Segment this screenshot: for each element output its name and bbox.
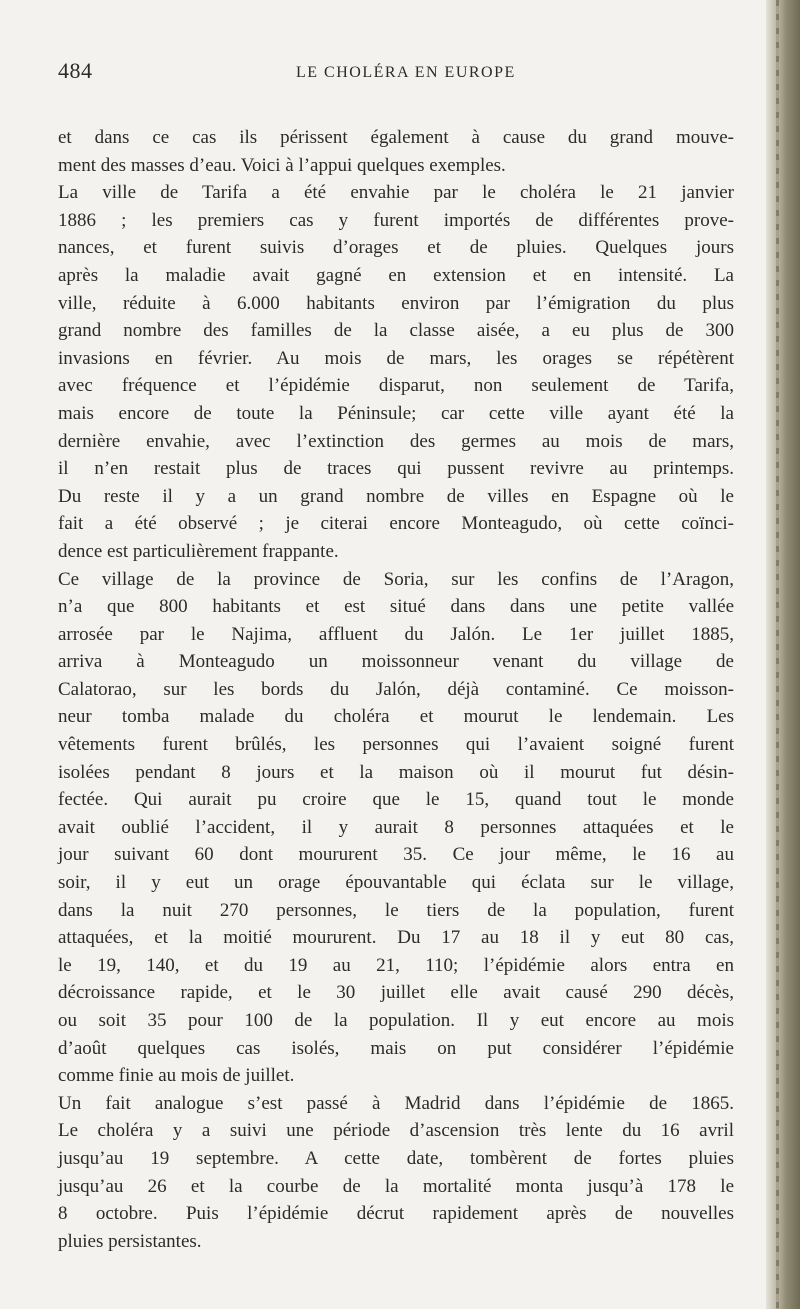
text-line: jusqu’au 19 septembre. A cette date, tombèrent de fortes pluies [58, 1147, 734, 1169]
text-line: arrosée par le Najima, affluent du Jalón. Le 1er juillet 1885, [58, 623, 734, 645]
text-line: jusqu’au 26 et la courbe de la mortalité monta jusqu’à 178 le [58, 1175, 734, 1197]
body-text [58, 124, 734, 1255]
page-header [0, 58, 800, 98]
text-line: après la maladie avait gagné en extension et en intensité. La [58, 264, 734, 286]
text-line: ou soit 35 pour 100 de la population. Il y eut encore au mois [58, 1010, 734, 1031]
page-number: 484 [58, 58, 93, 83]
text-line: Le choléra y a suivi une période d’ascension très lente du 16 avril [58, 1120, 734, 1142]
text-line: fait a été observé ; je citerai encore Monteagudo, où cette coïnci- [58, 513, 734, 535]
text-line: nances, et furent suivis d’orages et de pluies. Quelques jours [58, 237, 734, 259]
text-line: ment des masses d’eau. Voici à l’appui quelques exemples. [58, 154, 506, 176]
text-line: n’a que 800 habitants et est situé dans dans une petite vallée [58, 596, 734, 618]
text-line: Calatorao, sur les bords du Jalón, déjà contaminé. Ce moisson- [58, 678, 734, 700]
text-line: il n’en restait plus de traces qui pussent revivre au printemps. [58, 458, 734, 480]
text-line: fectée. Qui aurait pu croire que le 15, quand tout le monde [58, 789, 734, 811]
text-line: décroissance rapide, et le 30 juillet elle avait causé 290 décès, [58, 982, 734, 1004]
text-line: ville, réduite à 6.000 habitants environ par l’émigration du plus [58, 292, 734, 314]
text-line: 1886 ; les premiers cas y furent importés de différentes prove- [58, 209, 734, 231]
text-line: arriva à Monteagudo un moissonneur venant du village de [58, 651, 734, 673]
text-line: d’août quelques cas isolés, mais on put considérer l’épidémie [58, 1037, 734, 1059]
text-line: invasions en février. Au mois de mars, les orages se répétèrent [58, 347, 734, 369]
text-line: et dans ce cas ils périssent également à cause du grand mouve- [58, 127, 734, 148]
text-line: le 19, 140, et du 19 au 21, 110; l’épidémie alors entra en [58, 954, 734, 976]
text-line: La ville de Tarifa a été envahie par le choléra le 21 janvier [58, 182, 734, 204]
text-line: dans la nuit 270 personnes, le tiers de la population, furent [58, 899, 734, 921]
text-line: isolées pendant 8 jours et la maison où il mourut fut désin- [58, 761, 734, 783]
text-line: Du reste il y a un grand nombre de villes en Espagne où le [58, 485, 734, 507]
text-line: comme finie au mois de juillet. [58, 1065, 295, 1087]
text-line: Ce village de la province de Soria, sur les confins de l’Aragon, [58, 568, 734, 590]
text-line: avec fréquence et l’épidémie disparut, non seulement de Tarifa, [58, 375, 734, 397]
text-line: vêtements furent brûlés, les personnes qui l’avaient soigné furent [58, 734, 734, 756]
text-line: dernière envahie, avec l’extinction des germes au mois de mars, [58, 430, 734, 452]
text-line: 8 octobre. Puis l’épidémie décrut rapidement après de nouvelles [58, 1203, 734, 1225]
text-line: jour suivant 60 dont moururent 35. Ce jour même, le 16 au [58, 844, 734, 866]
running-head: LE CHOLÉRA EN EUROPE [296, 64, 516, 81]
text-line: avait oublié l’accident, il y aurait 8 personnes attaquées et le [58, 816, 734, 838]
text-line: neur tomba malade du choléra et mourut le lendemain. Les [58, 706, 734, 728]
text-line: dence est particulièrement frappante. [58, 540, 339, 562]
text-line: grand nombre des familles de la classe aisée, a eu plus de 300 [58, 320, 734, 342]
text-line: attaquées, et la moitié moururent. Du 17 au 18 il y eut 80 cas, [58, 927, 734, 949]
text-line: soir, il y eut un orage épouvantable qui éclata sur le village, [58, 872, 734, 894]
text-line: mais encore de toute la Péninsule; car cette ville ayant été la [58, 402, 734, 424]
text-line: Un fait analogue s’est passé à Madrid dans l’épidémie de 1865. [58, 1092, 734, 1114]
page-edge [766, 0, 800, 1309]
text-line: pluies persistantes. [58, 1230, 202, 1252]
